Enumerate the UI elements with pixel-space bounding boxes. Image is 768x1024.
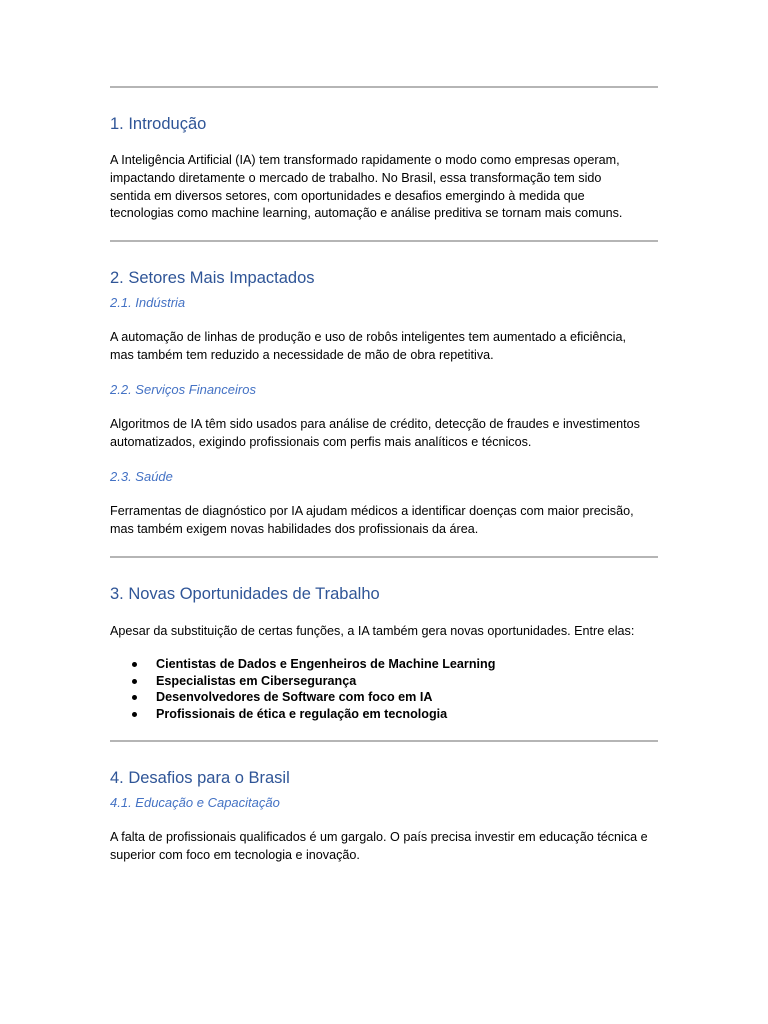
bullet-icon	[132, 695, 137, 700]
heading-setores: 2. Setores Mais Impactados	[110, 269, 315, 287]
education-paragraph: A falta de profissionais qualificados é um gargalo. O país precisa investir em educação técnica e superior com foco em tecnologia e inovação.	[110, 830, 648, 862]
bullet-icon	[132, 679, 137, 684]
heading-desafios: 4. Desafios para o Brasil	[110, 769, 290, 787]
section-divider	[110, 240, 658, 242]
subheading-educacao: 4.1. Educação e Capacitação	[110, 795, 280, 810]
opportunities-list	[110, 656, 495, 723]
section-divider	[110, 86, 658, 88]
health-paragraph: Ferramentas de diagnóstico por IA ajudam médicos a identificar doenças com maior precisão, mas também exigem novas habilidades dos profissionais da área.	[110, 504, 634, 536]
opportunities-intro: Apesar da substituição de certas funções, a IA também gera novas oportunidades. Entre elas:	[110, 624, 635, 638]
list-item: Desenvolvedores de Software com foco em IA	[110, 689, 495, 706]
bullet-icon	[132, 712, 137, 717]
financial-paragraph: Algoritmos de IA têm sido usados para análise de crédito, detecção de fraudes e investimentos automatizados, exigindo profissionais com perfis mais analíticos e técnicos.	[110, 417, 640, 449]
heading-oportunidades: 3. Novas Oportunidades de Trabalho	[110, 585, 380, 603]
list-item: Profissionais de ética e regulação em tecnologia	[110, 706, 495, 723]
section-divider	[110, 740, 658, 742]
subheading-saude: 2.3. Saúde	[110, 469, 173, 484]
industry-paragraph: A automação de linhas de produção e uso de robôs inteligentes tem aumentado a eficiência, mas também tem reduzido a necessidade de mão de obra repetitiva.	[110, 330, 626, 362]
subheading-industria: 2.1. Indústria	[110, 295, 186, 310]
bullet-icon	[132, 662, 137, 667]
intro-paragraph: A Inteligência Artificial (IA) tem transformado rapidamente o modo como empresas operam, impactando diretamente o mercado de trabalho. No Brasil, essa transformação tem sido sentida em diversos setores, com oportunidades e desafios emergindo à medida que tecnologias como machine learning, automação e análise preditiva se tornam mais comuns.	[110, 153, 623, 221]
subheading-servicos-financeiros: 2.2. Serviços Financeiros	[110, 382, 256, 397]
list-item: Especialistas em Cibersegurança	[110, 673, 495, 690]
list-item: Cientistas de Dados e Engenheiros de Machine Learning	[110, 656, 495, 673]
section-divider	[110, 556, 658, 558]
heading-introducao: 1. Introdução	[110, 115, 207, 133]
